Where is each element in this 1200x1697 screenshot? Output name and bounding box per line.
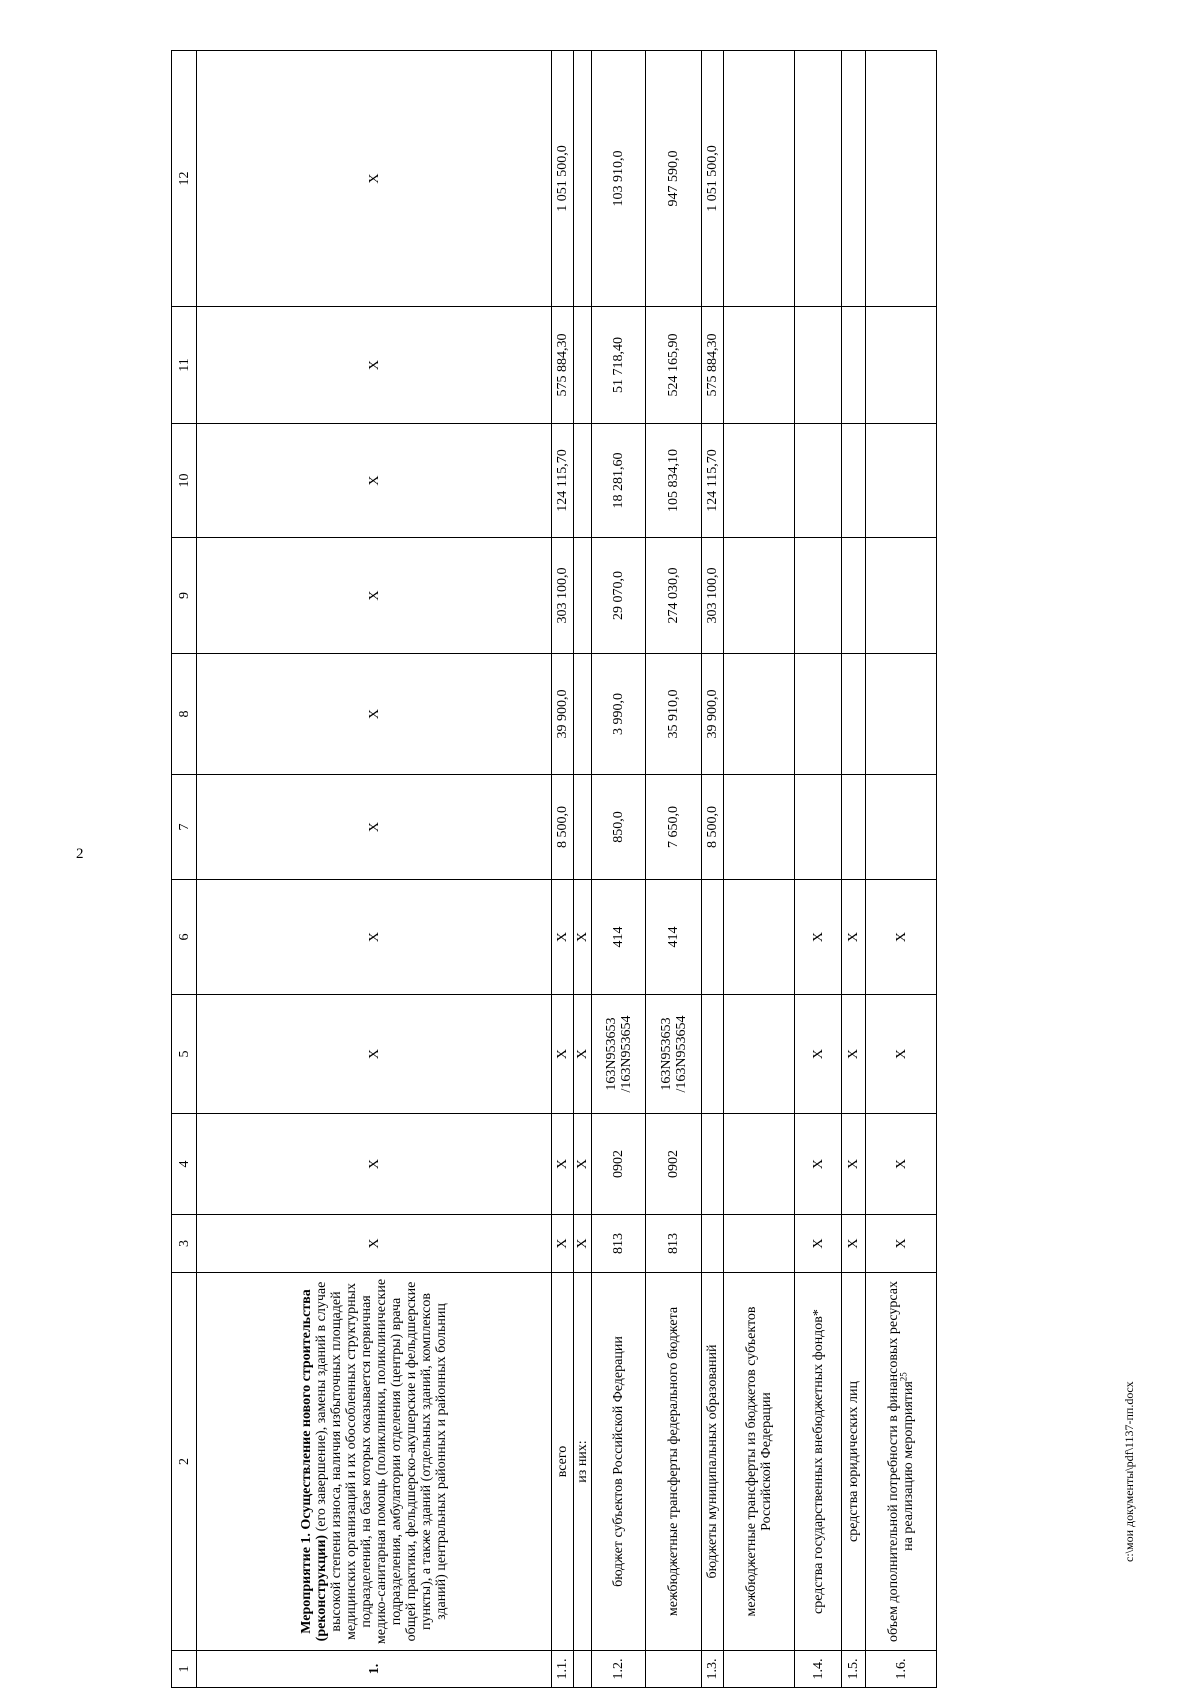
table-row — [552, 51, 574, 1688]
table-cell — [842, 307, 866, 424]
table-cell: 103 910,0 — [592, 51, 646, 307]
table-cell: Х — [866, 995, 937, 1114]
header-cell: 2 — [172, 1273, 197, 1651]
table-cell: Х — [574, 880, 592, 995]
measure-title: Мероприятие 1. Осуществление нового строительства (реконструкции) — [299, 1289, 329, 1642]
row-label: средства юридических лиц — [842, 1273, 866, 1651]
table-cell — [724, 1114, 795, 1215]
table-cell — [866, 775, 937, 880]
row-label: всего — [552, 1273, 574, 1651]
header-cell: 4 — [172, 1114, 197, 1215]
table-cell: 274 030,0 — [646, 538, 702, 654]
row-number: 1.3. — [702, 1651, 724, 1688]
header-cell: 7 — [172, 775, 197, 880]
table-cell: Х — [197, 995, 552, 1114]
table-cell: 1 051 500,0 — [552, 51, 574, 307]
table-cell — [724, 880, 795, 995]
row-number: 1.4. — [795, 1651, 842, 1688]
table-cell — [795, 307, 842, 424]
table-cell: Х — [795, 995, 842, 1114]
table-cell: 850,0 — [592, 775, 646, 880]
table-cell: Х — [197, 51, 552, 307]
table-cell: 813 — [592, 1215, 646, 1273]
table-cell: Х — [574, 1215, 592, 1273]
row-label: средства государственных внебюджетных фондов* — [795, 1273, 842, 1651]
table-cell — [574, 424, 592, 538]
footnote-marker: 25 — [898, 1372, 909, 1382]
table-cell — [842, 424, 866, 538]
table-cell: Х — [552, 995, 574, 1114]
table-cell: 163N953653 /163N953654 — [646, 995, 702, 1114]
table-cell — [724, 995, 795, 1114]
table-cell — [795, 538, 842, 654]
table-cell: 0902 — [646, 1114, 702, 1215]
table-cell: 813 — [646, 1215, 702, 1273]
table-cell: 35 910,0 — [646, 654, 702, 775]
page-number: 2 — [76, 846, 84, 862]
table-row — [724, 51, 795, 1688]
table-cell — [702, 1114, 724, 1215]
table-cell — [866, 424, 937, 538]
table-cell — [842, 654, 866, 775]
table-cell — [724, 51, 795, 307]
table-cell — [842, 538, 866, 654]
table-cell — [702, 880, 724, 995]
table-cell: Х — [866, 880, 937, 995]
table-cell: 303 100,0 — [702, 538, 724, 654]
table-cell — [724, 1215, 795, 1273]
table-cell: 39 900,0 — [702, 654, 724, 775]
row-number: 1.1. — [552, 1651, 574, 1688]
table-cell — [724, 654, 795, 775]
table-cell: Х — [842, 995, 866, 1114]
table-cell — [866, 307, 937, 424]
table-cell: 8 500,0 — [702, 775, 724, 880]
row-label: бюджет субъектов Российской Федерации — [592, 1273, 646, 1651]
table-cell: 124 115,70 — [702, 424, 724, 538]
financing-table — [171, 50, 937, 1688]
table-cell: Х — [197, 880, 552, 995]
table-cell: Х — [795, 1114, 842, 1215]
table-cell: Х — [574, 995, 592, 1114]
table-cell: Х — [842, 880, 866, 995]
table-cell — [842, 775, 866, 880]
table-cell: 414 — [646, 880, 702, 995]
header-cell: 5 — [172, 995, 197, 1114]
table-cell: 575 884,30 — [552, 307, 574, 424]
table-cell — [724, 307, 795, 424]
header-cell: 9 — [172, 538, 197, 654]
table-cell — [866, 538, 937, 654]
table-row — [702, 51, 724, 1688]
table-cell: Х — [795, 1215, 842, 1273]
row-number — [724, 1651, 795, 1688]
header-cell: 6 — [172, 880, 197, 995]
table-cell: Х — [552, 1215, 574, 1273]
measure-number: 1. — [197, 1651, 552, 1688]
table-cell — [795, 775, 842, 880]
table-cell: 39 900,0 — [552, 654, 574, 775]
table-cell: Х — [197, 538, 552, 654]
row-label: из них: — [574, 1273, 592, 1651]
table-cell: 303 100,0 — [552, 538, 574, 654]
table-cell — [724, 775, 795, 880]
table-cell: Х — [842, 1215, 866, 1273]
table-row — [795, 51, 842, 1688]
row-number: 1.6. — [866, 1651, 937, 1688]
table-cell: 0902 — [592, 1114, 646, 1215]
header-cell: 1 — [172, 1651, 197, 1688]
table-cell: 3 990,0 — [592, 654, 646, 775]
table-cell — [724, 538, 795, 654]
table-cell — [702, 995, 724, 1114]
table-row — [574, 51, 592, 1688]
table-row — [592, 51, 646, 1688]
row-label: бюджеты муниципальных образований — [702, 1273, 724, 1651]
table-cell: 124 115,70 — [552, 424, 574, 538]
table-cell — [866, 654, 937, 775]
table-cell — [574, 538, 592, 654]
table-cell — [574, 775, 592, 880]
header-row — [172, 51, 197, 1688]
table-cell: 105 834,10 — [646, 424, 702, 538]
table-cell — [795, 654, 842, 775]
table-cell: 575 884,30 — [702, 307, 724, 424]
measure-desc: (его завершение), замены зданий в случае высокой степени износа, наличия избыточных площадей медицинских организаций и их обособленных структурных подразделений, на базе которых оказывается первичная медико-санитарная помощь (поликлиники, поликлинические подразделения, амбулатории отделения (центры) врача общей практики, фельдшерско-акушерские и фельдшерские пункты), а также зданий (отдельных зданий, комплексов зданий) центральных районных и районных больниц — [314, 1278, 449, 1645]
row-label — [866, 1273, 937, 1651]
table-cell: Х — [197, 1215, 552, 1273]
table-cell: Х — [552, 1114, 574, 1215]
table-cell: 18 281,60 — [592, 424, 646, 538]
table-cell: 29 070,0 — [592, 538, 646, 654]
table-row — [842, 51, 866, 1688]
table-cell: Х — [197, 424, 552, 538]
table-cell: 163N953653 /163N953654 — [592, 995, 646, 1114]
row-number: 1.5. — [842, 1651, 866, 1688]
header-cell: 11 — [172, 307, 197, 424]
table-cell: 524 165,90 — [646, 307, 702, 424]
table-cell: 7 650,0 — [646, 775, 702, 880]
table-row — [866, 51, 937, 1688]
table-cell: 1 051 500,0 — [702, 51, 724, 307]
rotated-table-sheet — [171, 51, 987, 1688]
footer-path-text: c:\мои документы\pdf\1137-пп.docx — [1122, 1381, 1136, 1562]
table-cell — [842, 51, 866, 307]
header-cell: 8 — [172, 654, 197, 775]
table-cell: Х — [574, 1114, 592, 1215]
measure-row — [197, 51, 552, 1688]
table-cell: Х — [795, 880, 842, 995]
table-cell — [866, 51, 937, 307]
table-cell: Х — [842, 1114, 866, 1215]
table-cell: Х — [866, 1215, 937, 1273]
table-cell: Х — [197, 654, 552, 775]
row-number: 1.2. — [592, 1651, 646, 1688]
header-cell: 10 — [172, 424, 197, 538]
table-cell — [574, 654, 592, 775]
table-cell: Х — [552, 880, 574, 995]
table-cell: 414 — [592, 880, 646, 995]
table-cell — [574, 51, 592, 307]
table-cell — [795, 51, 842, 307]
table-cell — [795, 424, 842, 538]
row-label-text: объем дополнительной потребности в финансовых ресурсах на реализацию мероприятия — [886, 1280, 916, 1643]
row-number — [646, 1651, 702, 1688]
table-cell: Х — [197, 1114, 552, 1215]
table-cell: Х — [197, 307, 552, 424]
table-cell: Х — [866, 1114, 937, 1215]
table-cell: 51 718,40 — [592, 307, 646, 424]
measure-description — [197, 1273, 552, 1651]
header-cell: 12 — [172, 51, 197, 307]
table-cell — [574, 307, 592, 424]
table-cell: Х — [197, 775, 552, 880]
header-cell: 3 — [172, 1215, 197, 1273]
row-label: межбюджетные трансферты из бюджетов субъектов Российской Федерации — [724, 1273, 795, 1651]
table-cell: 947 590,0 — [646, 51, 702, 307]
table-cell: 8 500,0 — [552, 775, 574, 880]
table-cell — [702, 1215, 724, 1273]
table-row — [646, 51, 702, 1688]
footer-file-path — [1122, 1381, 1136, 1576]
row-label: межбюджетные трансферты федерального бюджета — [646, 1273, 702, 1651]
table-cell — [724, 424, 795, 538]
row-number — [574, 1651, 592, 1688]
